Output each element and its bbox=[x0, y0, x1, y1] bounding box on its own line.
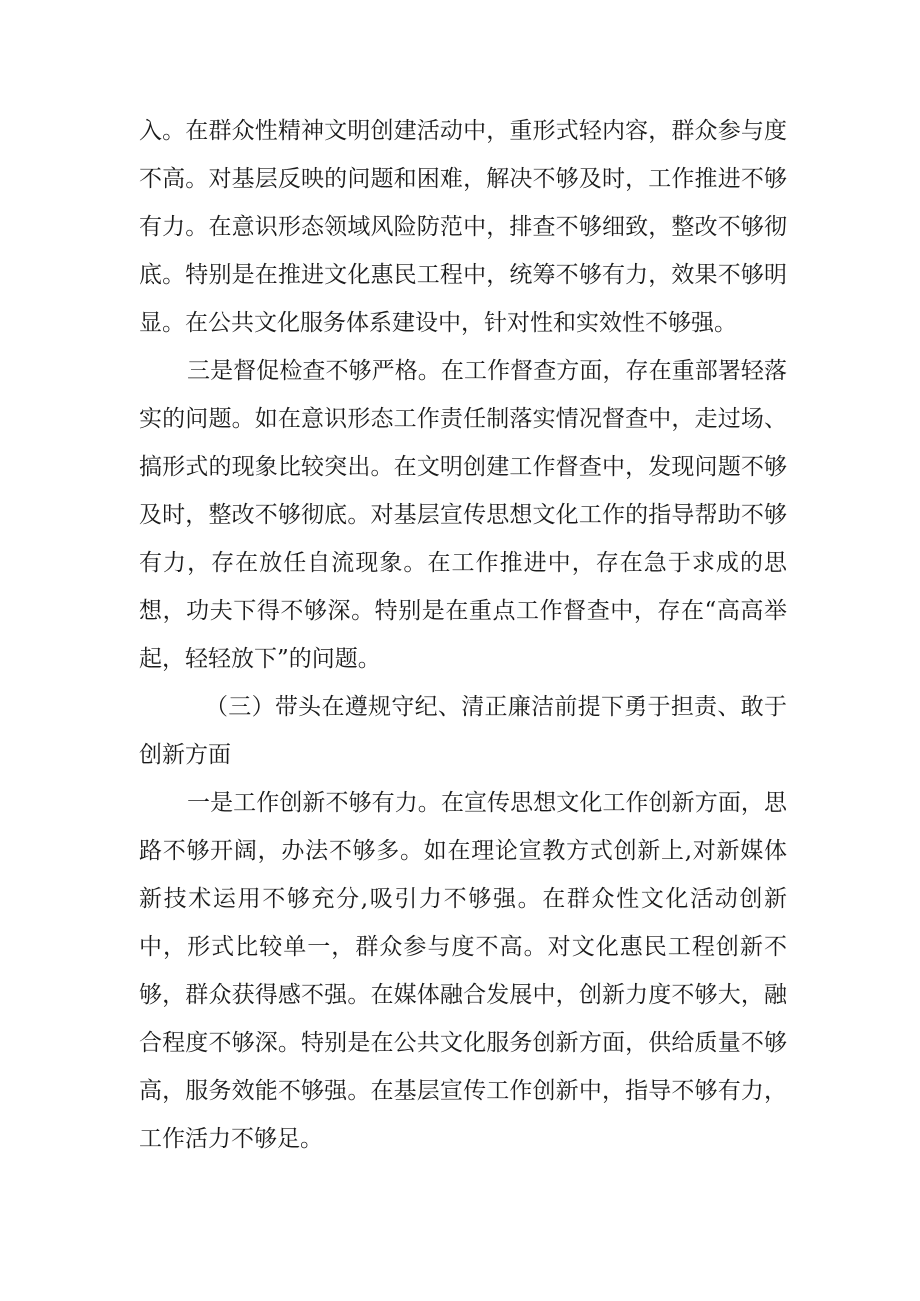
section-heading: （三）带头在遵规守纪、清正廉洁前提下勇于担责、敢于创新方面 bbox=[139, 694, 787, 768]
paragraph-innovation: 一是工作创新不够有力。在宣传思想文化工作创新方面，思路不够开阔，办法不够多。如在理论宣教方式创新上,对新媒体新技术运用不够充分,吸引力不够强。在群众性文化活动创新中，形式比较单一，群众参与度不高。对文化惠民工程创新不够，群众获得感不强。在媒体融合发展中，创新力度不够大，融合程度不够深。特别是在公共文化服务创新方面，供给质量不够高，服务效能不够强。在基层宣传工作创新中，指导不够有力，工作活力不够足。 bbox=[139, 790, 787, 1152]
paragraph-continuation: 入。在群众性精神文明创建活动中，重形式轻内容，群众参与度不高。对基层反映的问题和困难，解决不够及时，工作推进不够有力。在意识形态领域风险防范中，排查不够细致，整改不够彻底。特别是在推进文化惠民工程中，统筹不够有力，效果不够明显。在公共文化服务体系建设中，针对性和实效性不够强。 bbox=[139, 118, 787, 336]
paragraph-supervision: 三是督促检查不够严格。在工作督查方面，存在重部署轻落实的问题。如在意识形态工作责任制落实情况督查中，走过场、搞形式的现象比较突出。在文明创建工作督查中，发现问题不够及时，整改不够彻底。对基层宣传思想文化工作的指导帮助不够有力，存在放任自流现象。在工作推进中，存在急于求成的思想，功夫下得不够深。特别是在重点工作督查中，存在“高高举起，轻轻放下”的问题。 bbox=[139, 358, 787, 672]
document-body bbox=[139, 107, 787, 1163]
